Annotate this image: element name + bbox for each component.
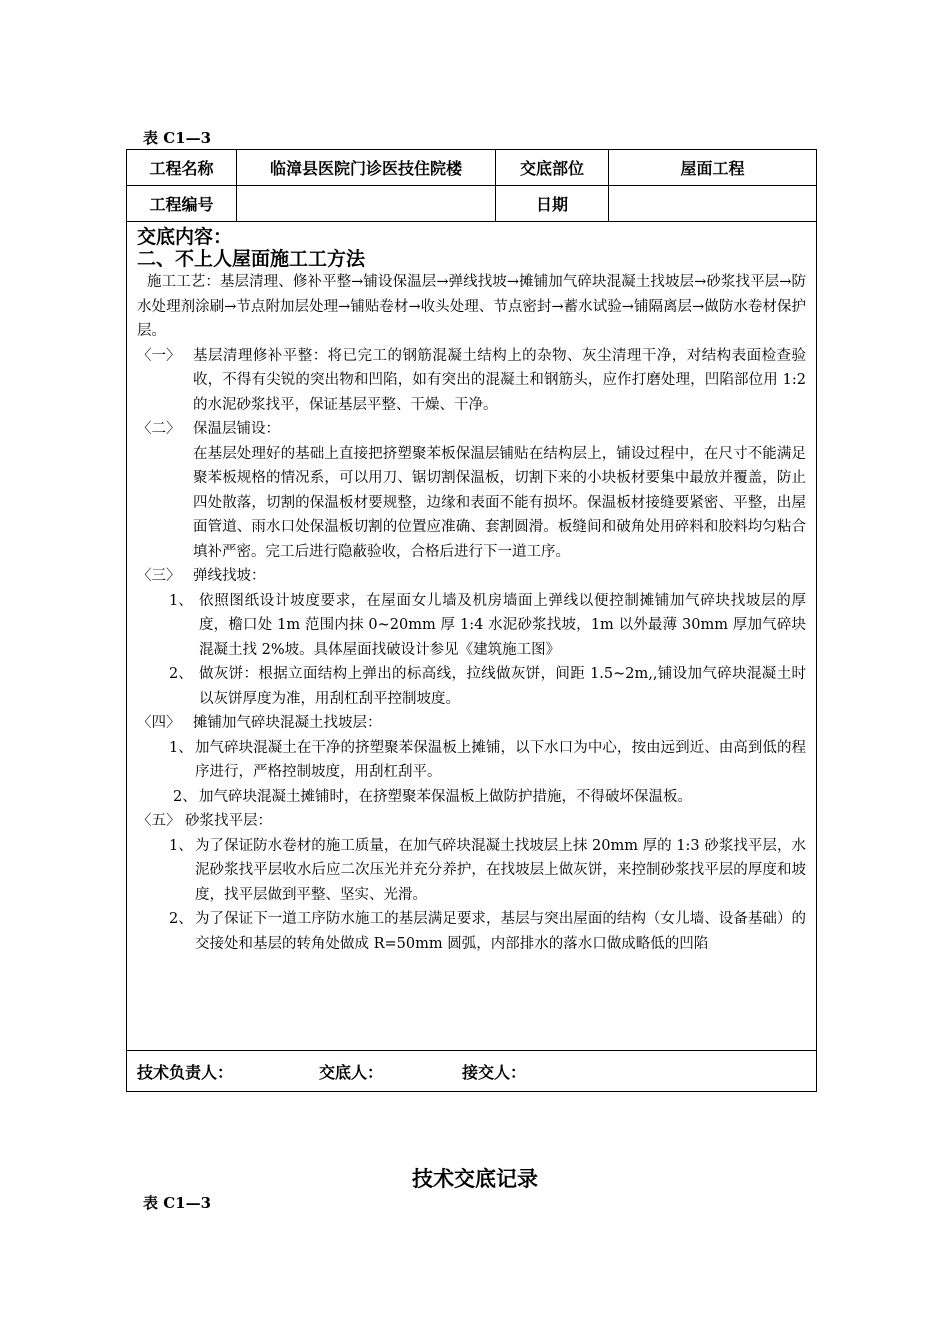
process-text: 施工工艺：基层清理、修补平整→铺设保温层→弹线找坡→摊铺加气碎块混凝土找坡层→砂浆找平层→防水处理剂涂刷→节点附加层处理→铺贴卷材→收头处理、节点密封→蓄水试验→铺隔离层→做防水卷材保护层。 [137,274,806,339]
section-2-title: 保温层铺设： [193,421,280,437]
list-item [137,907,806,956]
list-item [137,589,806,663]
item-number: 2、 [173,788,197,805]
item-number: 1、 [169,739,193,756]
part-value: 屋面工程 [609,150,817,186]
item-text: 依照图纸设计坡度要求，在屋面女儿墙及机房墙面上弹线以便控制摊铺加气碎块找坡层的厚度，檐口处 1m 范围内抹 0~20mm 厚 1:4 水泥砂浆找坡，1m 以外最薄 30mm 厚加气碎块混凝土找 2%坡。具体屋面找破设计参见《建筑施工图》 [199,592,806,658]
item-number: 2、 [169,666,193,682]
list-item [137,736,806,785]
discloser-label: 交底人： [319,1062,384,1082]
section-3 [137,564,806,589]
item-number: 1、 [169,592,193,609]
section-3-title: 弹线找坡： [193,568,266,584]
header-row-1 [127,150,817,186]
item-text: 做灰饼：根据立面结构上弹出的标高线，拉线做灰饼，间距 1.5~2m,,铺设加气碎块混凝土时以灰饼厚度为准，用刮杠刮平控制坡度。 [199,666,806,707]
section-5-title: 砂浆找平层： [185,813,272,829]
section-3-label: 〈三〉 [137,568,181,584]
project-no-value [237,186,496,222]
form-code: 表 C1—3 [143,129,212,147]
project-name-value: 临漳县医院门诊医技住院楼 [237,150,496,186]
tech-lead-label: 技术负责人： [137,1062,234,1082]
section-5-label: 〈五〉 [137,813,181,829]
form-code-2: 表 C1—3 [143,1194,212,1212]
date-label: 日期 [496,186,609,222]
date-value [609,186,817,222]
section-1-text: 基层清理修补平整：将已完工的钢筋混凝土结构上的杂物、灰尘清理干净，对结构表面检查验收，不得有尖锐的突出物和凹陷，如有突出的混凝土和钢筋头，应作打磨处理，凹陷部位用 1:2 的水泥砂浆找平，保证基层平整、干燥、干净。 [193,347,806,413]
item-number: 2、 [169,911,193,927]
list-item [137,662,806,711]
section-5 [137,809,806,834]
section-4 [137,711,806,736]
section-heading: 二、不上人屋面施工工方法 [137,248,366,270]
list-item [137,834,806,908]
section-4-label: 〈四〉 [137,715,181,731]
list-item [137,785,806,810]
item-text: 为了保证下一道工序防水施工的基层满足要求，基层与突出屋面的结构（女儿墙、设备基础）的交接处和基层的转角处做成 R=50mm 圆弧，内部排水的落水口做成略低的凹陷 [195,911,806,952]
project-no-label: 工程编号 [127,186,237,222]
item-number: 1、 [169,837,193,854]
section-4-title: 摊铺加气碎块混凝土找坡层： [193,715,382,731]
signature-row [127,1051,817,1092]
item-text: 加气碎块混凝土摊铺时，在挤塑聚苯保温板上做防护措施，不得破坏保温板。 [199,788,692,805]
disclosure-table [126,149,817,1092]
receiver-label: 接交人： [462,1062,527,1082]
document-title: 技术交底记录 [412,1166,538,1191]
section-2 [137,417,806,442]
part-label: 交底部位 [496,150,609,186]
item-text: 为了保证防水卷材的施工质量，在加气碎块混凝土找坡层上抹 20mm 厚的 1:3 砂浆找平层，水泥砂浆找平层收水后应二次压光并充分养护，在找坡层上做灰饼，来控制砂浆找平层的厚度和坡度，找平层做到平整、坚实、光滑。 [195,837,806,903]
content-cell [127,222,817,1051]
section-1 [137,344,806,418]
item-text: 加气碎块混凝土在干净的挤塑聚苯保温板上摊铺，以下水口为中心，按由远到近、由高到低的程序进行，严格控制坡度，用刮杠刮平。 [195,739,806,780]
section-2-label: 〈二〉 [137,421,181,437]
section-1-label: 〈一〉 [137,347,181,364]
content-label: 交底内容： [137,226,233,248]
project-name-label: 工程名称 [127,150,237,186]
section-2-text: 在基层处理好的基础上直接把挤塑聚苯板保温层铺贴在结构层上，铺设过程中，在尺寸不能满足聚苯板规格的情况系，可以用刀、锯切割保温板，切割下来的小块板材要集中最放并覆盖，防止四处散落，切割的保温板材要规整，边缘和表面不能有损坏。保温板材接缝要紧密、平整，出屋面管道、雨水口处保温板切割的位置应准确、套割圆滑。板缝间和破角处用碎料和胶料均匀粘合填补严密。完工后进行隐蔽验收，合格后进行下一道工序。 [193,445,806,560]
header-row-2 [127,186,817,222]
